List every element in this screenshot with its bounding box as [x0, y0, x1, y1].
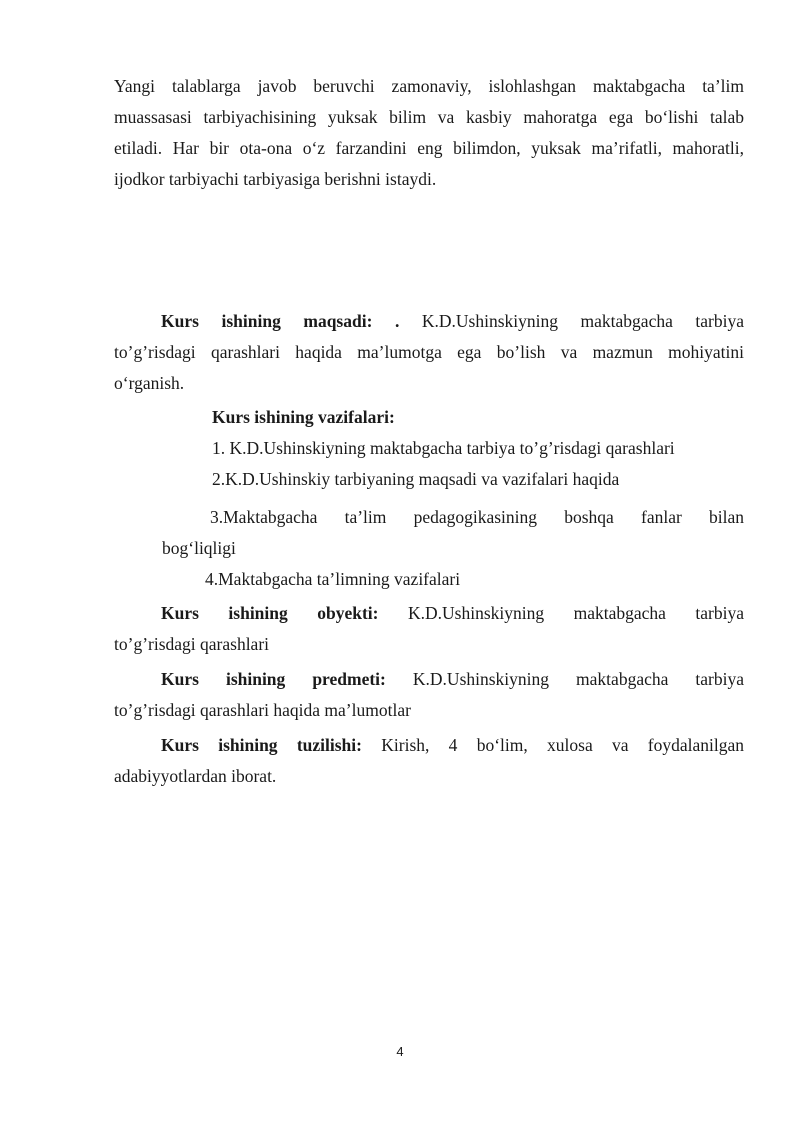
maqsad-paragraph: [114, 306, 744, 399]
vazifa-item-4: 4.Maktabgacha ta’limning vazifalari: [205, 569, 461, 589]
vazifa-item-3-line: 3.Maktabgacha ta’lim pedagogikasining boshqa fanlar bilan: [210, 507, 744, 527]
predmet-first-line: [114, 664, 744, 695]
vazifalar-title: Kurs ishining vazifalari:: [212, 407, 395, 427]
maqsad-text: K.D.Ushinskiyning maktabgacha tarbiya: [421, 311, 744, 331]
tuzilish-label: Kurs ishining tuzilishi:: [161, 735, 362, 755]
tuzilish-paragraph: [114, 730, 744, 792]
maqsad-label: Kurs ishining maqsadi: .: [161, 311, 400, 331]
vazifa-item-1: 1. K.D.Ushinskiyning maktabgacha tarbiya to’g’risdagi qarashlari: [212, 438, 675, 458]
predmet-paragraph: [114, 664, 744, 726]
predmet-text: K.D.Ushinskiyning maktabgacha tarbiya: [412, 669, 744, 689]
obyekt-label: Kurs ishining obyekti:: [161, 603, 379, 623]
predmet-label: Kurs ishining predmeti:: [161, 669, 386, 689]
maqsad-line: to’g’risdagi qarashlari haqida ma’lumotga ega bo’lish va mazmun mohiyatini: [114, 342, 744, 362]
obyekt-text: K.D.Ushinskiyning maktabgacha tarbiya: [408, 603, 744, 623]
page-number: 4: [396, 1044, 404, 1059]
intro-line: ijodkor tarbiyachi tarbiyasiga berishni istaydi.: [114, 169, 437, 189]
obyekt-first-line: [114, 598, 744, 629]
intro-line: Yangi talablarga javob beruvchi zamonaviy, islohlashgan maktabgacha ta’lim: [114, 76, 744, 96]
vazifa-item-3-cont: bog‘liqligi: [162, 538, 236, 558]
tuzilish-line: adabiyyotlardan iborat.: [114, 766, 277, 786]
predmet-line: to’g’risdagi qarashlari haqida ma’lumotlar: [114, 700, 411, 720]
tuzilish-first-line: [114, 730, 744, 761]
maqsad-first-line: [114, 306, 744, 337]
obyekt-paragraph: [114, 598, 744, 660]
intro-paragraph: [114, 71, 744, 195]
intro-line: muassasasi tarbiyachisining yuksak bilim va kasbiy mahoratga ega bo‘lishi talab: [114, 107, 744, 127]
vazifa-item-2: 2.K.D.Ushinskiy tarbiyaning maqsadi va vazifalari haqida: [212, 469, 620, 489]
tuzilish-text: Kirish, 4 bo‘lim, xulosa va foydalanilgan: [381, 735, 744, 755]
obyekt-line: to’g’risdagi qarashlari: [114, 634, 270, 654]
maqsad-line: o‘rganish.: [114, 373, 185, 393]
intro-line: etiladi. Har bir ota-ona o‘z farzandini eng bilimdon, yuksak ma’rifatli, mahoratli,: [114, 138, 744, 158]
vazifa-item-3: [210, 502, 744, 533]
